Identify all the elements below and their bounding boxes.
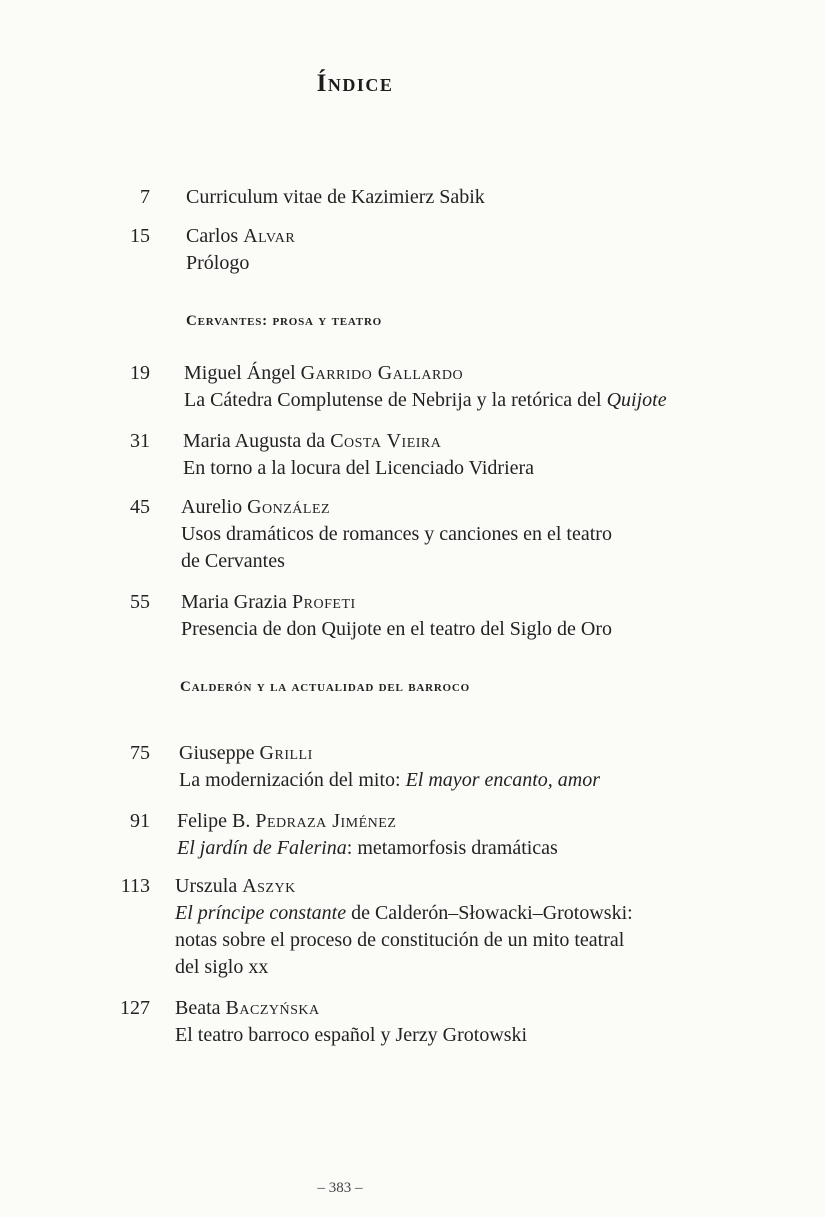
entry-title: del siglo xx bbox=[175, 956, 269, 978]
entry-title: notas sobre el proceso de constitución de un mito teatral bbox=[175, 929, 625, 951]
entry-title: La Cátedra Complutense de Nebrija y la retórica del Quijote bbox=[184, 389, 667, 411]
page-number: 31 bbox=[130, 430, 150, 452]
author-name: Urszula Aszyk bbox=[175, 875, 296, 897]
author-name: Carlos Alvar bbox=[186, 225, 296, 247]
author-name: Miguel Ángel Garrido Gallardo bbox=[184, 362, 464, 384]
section-heading: Cervantes: prosa y teatro bbox=[186, 313, 383, 329]
page-number: 7 bbox=[140, 186, 150, 208]
entry-title: La modernización del mito: El mayor encanto, amor bbox=[179, 769, 601, 791]
page-number: 55 bbox=[130, 591, 150, 613]
author-name: Giuseppe Grilli bbox=[179, 742, 313, 764]
section-heading: Calderón y la actualidad del barroco bbox=[180, 679, 471, 695]
author-name: Beata Baczyńska bbox=[175, 997, 320, 1019]
page-footer-number: – 383 – bbox=[317, 1180, 363, 1196]
entry-title: El príncipe constante de Calderón–Słowacki–Grotowski: bbox=[175, 902, 633, 924]
page-number: 19 bbox=[130, 362, 150, 384]
page-number: 127 bbox=[120, 997, 150, 1019]
entry-title: Prólogo bbox=[186, 252, 250, 274]
author-name: Felipe B. Pedraza Jiménez bbox=[177, 810, 397, 832]
entry-title: de Cervantes bbox=[181, 550, 285, 572]
entry-title: Presencia de don Quijote en el teatro del Siglo de Oro bbox=[181, 618, 612, 640]
entry-title: Curriculum vitae de Kazimierz Sabik bbox=[186, 186, 485, 208]
page-number: 113 bbox=[120, 875, 150, 897]
page-title: Índice bbox=[316, 70, 394, 97]
author-name: Aurelio González bbox=[181, 496, 331, 518]
entry-title: En torno a la locura del Licenciado Vidriera bbox=[183, 457, 535, 479]
author-name: Maria Augusta da Costa Vieira bbox=[183, 430, 442, 452]
page-number: 45 bbox=[130, 496, 150, 518]
entry-title: El jardín de Falerina: metamorfosis dramáticas bbox=[177, 837, 558, 859]
page-number: 75 bbox=[130, 742, 150, 764]
entry-title: El teatro barroco español y Jerzy Grotowski bbox=[175, 1024, 528, 1046]
page-number: 91 bbox=[130, 810, 150, 832]
entry-title: Usos dramáticos de romances y canciones en el teatro bbox=[181, 523, 612, 545]
page-number: 15 bbox=[130, 225, 150, 247]
author-name: Maria Grazia Profeti bbox=[181, 591, 356, 613]
